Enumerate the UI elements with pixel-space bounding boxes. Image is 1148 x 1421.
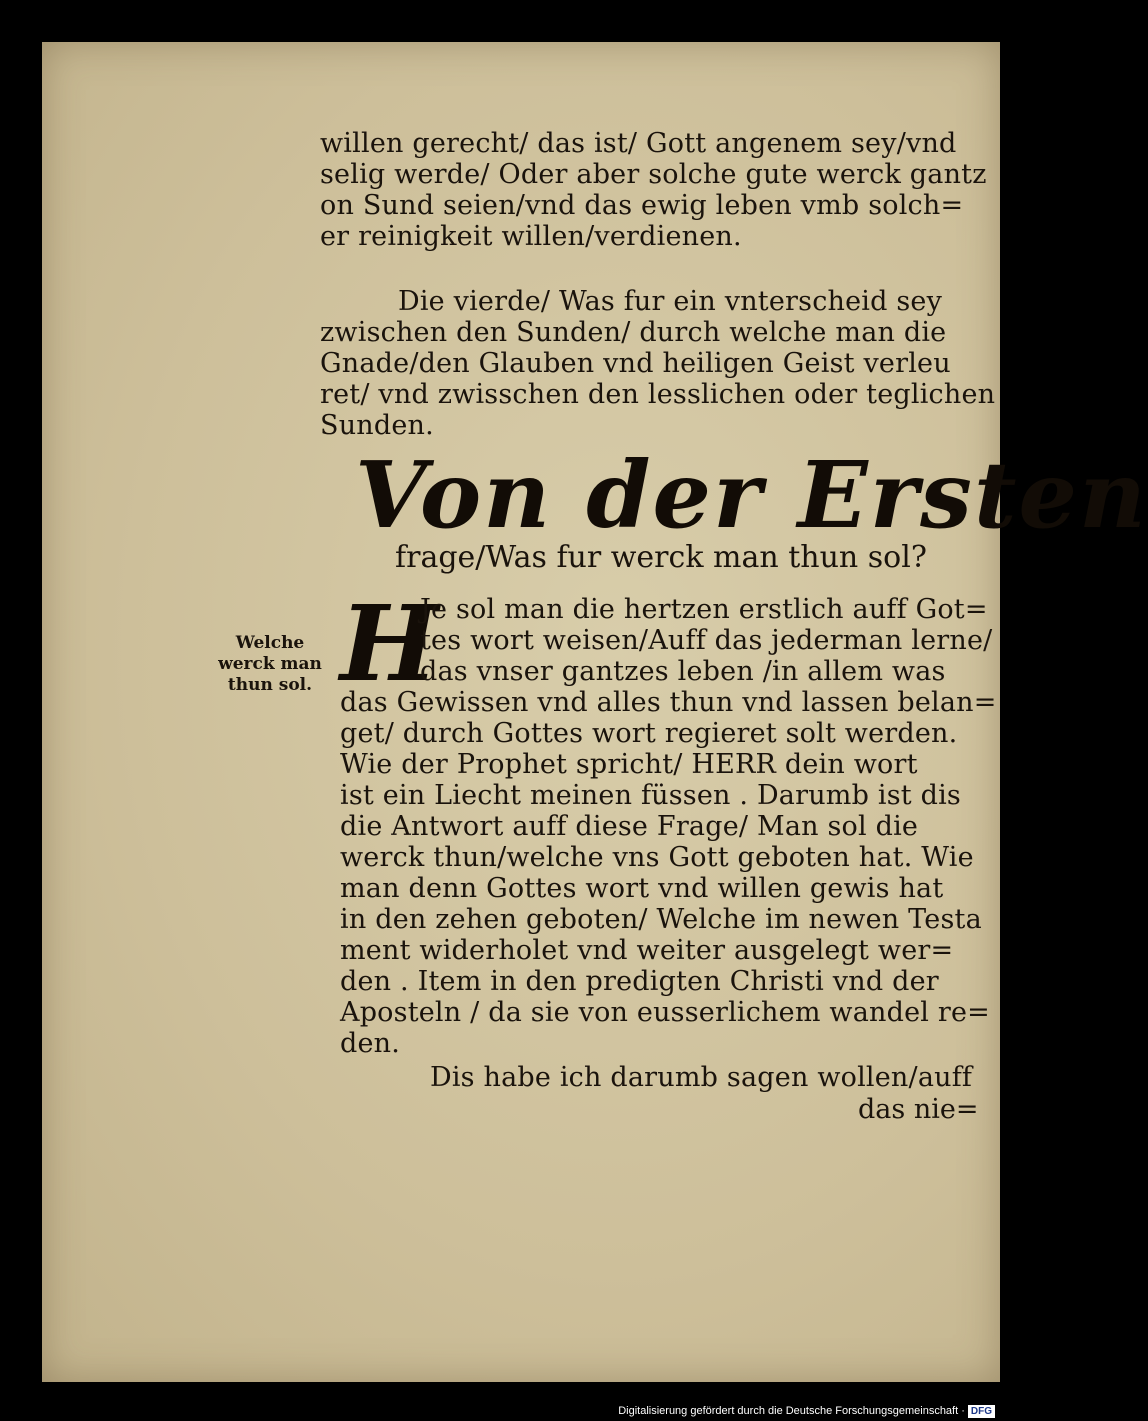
text-line: Sunden. [320,410,434,441]
text-line: man denn Gottes wort vnd willen gewis hat [340,873,944,904]
text-line: er reinigkeit willen/verdienen. [320,221,742,252]
text-line: Aposteln / da sie von eusserlichem wandel re= [340,997,990,1028]
text-line: Die vierde/ Was fur ein vnterscheid sey [398,286,943,317]
text-line: on Sund seien/vnd das ewig leben vmb solch= [320,190,964,221]
text-line: ist ein Liecht meinen füssen . Darumb ist dis [340,780,961,811]
text-line: den . Item in den predigten Christi vnd der [340,966,939,997]
text-line: in den zehen geboten/ Welche im newen Testa [340,904,982,935]
text-line: ment widerholet vnd weiter ausgelegt wer= [340,935,954,966]
text-line: willen gerecht/ das ist/ Gott angenem sey/vnd [320,128,957,159]
paragraph-4 [430,1062,972,1093]
margin-note-line: thun sol. [227,675,313,695]
text-line: das Gewissen vnd alles thun vnd lassen belan= [340,687,997,718]
catchword: das nie= [858,1094,979,1125]
chapter-subheading: frage/Was fur werck man thun sol? [395,540,927,575]
text-line: den. [340,1028,401,1059]
margin-note-line: werck man [218,654,322,674]
text-line: das vnser gantzes leben /in allem was [420,656,946,687]
text-line: Dis habe ich darumb sagen wollen/auff [430,1062,973,1093]
text-line: ret/ vnd zwisschen den lesslichen oder teglichen [320,379,996,410]
drop-capital: H [340,582,439,705]
text-line: die Antwort auff diese Frage/ Man sol die [340,811,919,842]
text-line: Gnade/den Glauben vnd heiligen Geist verleu [320,348,951,379]
text-line: selig werde/ Oder aber solche gute werck gantz [320,159,987,190]
text-line: Je sol man die hertzen erstlich auff Got= [420,594,988,625]
paragraph-1 [320,128,987,252]
funding-footer [600,1402,995,1420]
text-line: tes wort weisen/Auff das jederman lerne/ [420,625,993,656]
text-line: Wie der Prophet spricht/ HERR dein wort [340,749,918,780]
paragraph-3 [340,582,997,1059]
footer-text: Digitalisierung gefördert durch die Deutsche Forschungsgemeinschaft · [618,1405,965,1417]
chapter-heading: Von der Ersten [355,441,1148,549]
text-line: get/ durch Gottes wort regieret solt werden. [340,718,958,749]
text-line: werck thun/welche vns Gott geboten hat. Wie [340,842,974,873]
text-line: zwischen den Sunden/ durch welche man die [320,317,947,348]
paragraph-2 [320,286,995,441]
margin-note-line: Welche [235,633,305,653]
dfg-logo: DFG [968,1405,995,1418]
margin-note [210,633,330,696]
